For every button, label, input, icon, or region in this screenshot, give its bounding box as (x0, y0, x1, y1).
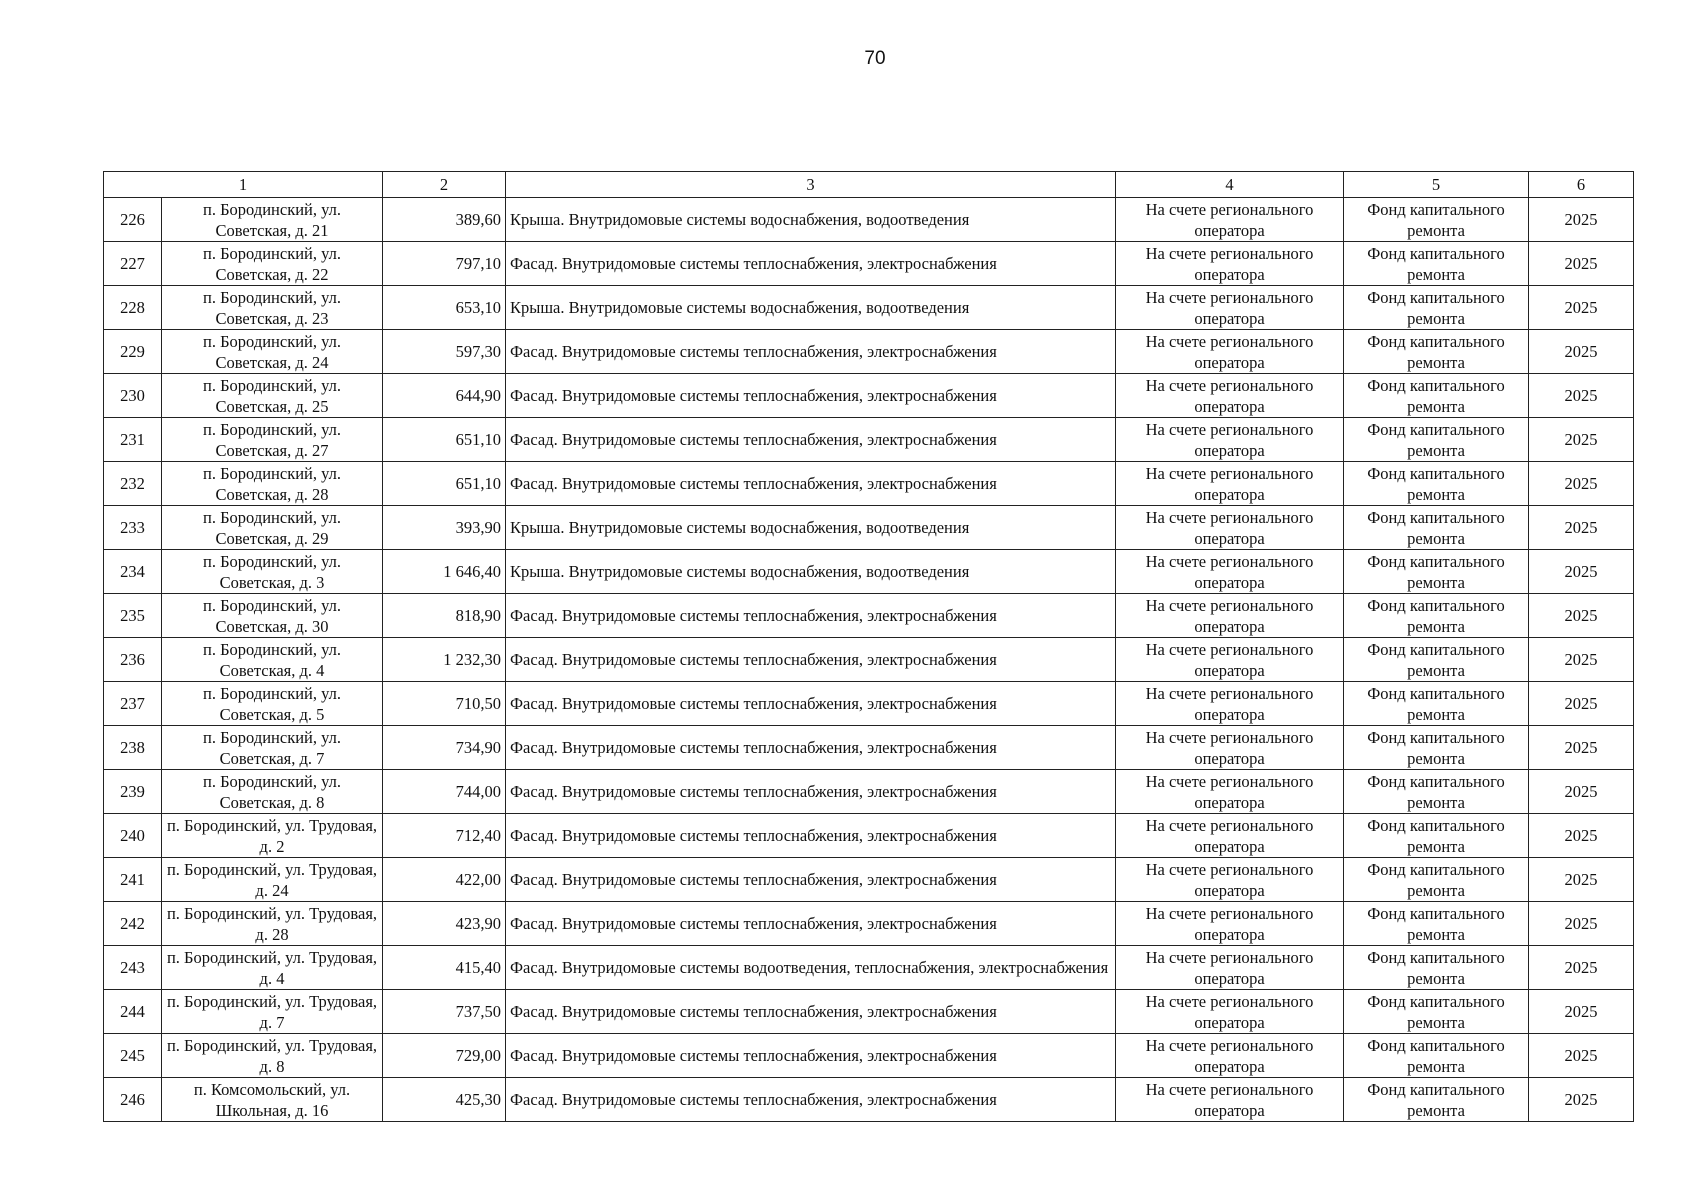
account-cell: На счете регионального оператора (1116, 550, 1344, 594)
column-header-5: 5 (1344, 172, 1529, 198)
works-cell: Фасад. Внутридомовые системы теплоснабжения, электроснабжения (506, 374, 1116, 418)
year-cell: 2025 (1529, 286, 1634, 330)
address-cell: п. Бородинский, ул. Советская, д. 4 (162, 638, 383, 682)
table-row (104, 858, 1634, 902)
year-cell: 2025 (1529, 858, 1634, 902)
area-cell: 744,00 (383, 770, 506, 814)
address-cell: п. Бородинский, ул. Трудовая, д. 8 (162, 1034, 383, 1078)
works-cell: Крыша. Внутридомовые системы водоснабжения, водоотведения (506, 550, 1116, 594)
account-cell: На счете регионального оператора (1116, 770, 1344, 814)
column-header-1: 1 (104, 172, 383, 198)
address-cell: п. Бородинский, ул. Советская, д. 8 (162, 770, 383, 814)
area-cell: 651,10 (383, 418, 506, 462)
address-cell: п. Бородинский, ул. Советская, д. 29 (162, 506, 383, 550)
fund-cell: Фонд капитального ремонта (1344, 1034, 1529, 1078)
year-cell: 2025 (1529, 638, 1634, 682)
year-cell: 2025 (1529, 1034, 1634, 1078)
row-number: 232 (104, 462, 162, 506)
works-cell: Фасад. Внутридомовые системы теплоснабжения, электроснабжения (506, 814, 1116, 858)
account-cell: На счете регионального оператора (1116, 902, 1344, 946)
address-cell: п. Бородинский, ул. Советская, д. 25 (162, 374, 383, 418)
column-header-2: 2 (383, 172, 506, 198)
works-cell: Фасад. Внутридомовые системы теплоснабжения, электроснабжения (506, 242, 1116, 286)
works-cell: Фасад. Внутридомовые системы теплоснабжения, электроснабжения (506, 726, 1116, 770)
fund-cell: Фонд капитального ремонта (1344, 550, 1529, 594)
row-number: 229 (104, 330, 162, 374)
area-cell: 651,10 (383, 462, 506, 506)
account-cell: На счете регионального оператора (1116, 198, 1344, 242)
area-cell: 422,00 (383, 858, 506, 902)
address-cell: п. Бородинский, ул. Советская, д. 5 (162, 682, 383, 726)
area-cell: 389,60 (383, 198, 506, 242)
account-cell: На счете регионального оператора (1116, 286, 1344, 330)
fund-cell: Фонд капитального ремонта (1344, 374, 1529, 418)
works-cell: Фасад. Внутридомовые системы теплоснабжения, электроснабжения (506, 990, 1116, 1034)
table-row (104, 418, 1634, 462)
row-number: 243 (104, 946, 162, 990)
column-header-4: 4 (1116, 172, 1344, 198)
table-row (104, 638, 1634, 682)
table-row (104, 594, 1634, 638)
account-cell: На счете регионального оператора (1116, 462, 1344, 506)
account-cell: На счете регионального оператора (1116, 594, 1344, 638)
year-cell: 2025 (1529, 462, 1634, 506)
year-cell: 2025 (1529, 374, 1634, 418)
year-cell: 2025 (1529, 330, 1634, 374)
fund-cell: Фонд капитального ремонта (1344, 638, 1529, 682)
address-cell: п. Бородинский, ул. Советская, д. 24 (162, 330, 383, 374)
row-number: 234 (104, 550, 162, 594)
fund-cell: Фонд капитального ремонта (1344, 770, 1529, 814)
account-cell: На счете регионального оператора (1116, 682, 1344, 726)
row-number: 236 (104, 638, 162, 682)
row-number: 227 (104, 242, 162, 286)
table-row (104, 550, 1634, 594)
address-cell: п. Бородинский, ул. Трудовая, д. 28 (162, 902, 383, 946)
row-number: 235 (104, 594, 162, 638)
fund-cell: Фонд капитального ремонта (1344, 814, 1529, 858)
address-cell: п. Бородинский, ул. Советская, д. 30 (162, 594, 383, 638)
year-cell: 2025 (1529, 506, 1634, 550)
area-cell: 1 646,40 (383, 550, 506, 594)
year-cell: 2025 (1529, 594, 1634, 638)
page-number: 70 (864, 48, 886, 69)
account-cell: На счете регионального оператора (1116, 418, 1344, 462)
account-cell: На счете регионального оператора (1116, 330, 1344, 374)
table-row (104, 770, 1634, 814)
table-row (104, 946, 1634, 990)
row-number: 231 (104, 418, 162, 462)
fund-cell: Фонд капитального ремонта (1344, 1078, 1529, 1122)
account-cell: На счете регионального оператора (1116, 946, 1344, 990)
area-cell: 797,10 (383, 242, 506, 286)
area-cell: 425,30 (383, 1078, 506, 1122)
table-row (104, 374, 1634, 418)
row-number: 244 (104, 990, 162, 1034)
address-cell: п. Комсомольский, ул. Школьная, д. 16 (162, 1078, 383, 1122)
row-number: 245 (104, 1034, 162, 1078)
account-cell: На счете регионального оператора (1116, 814, 1344, 858)
year-cell: 2025 (1529, 946, 1634, 990)
fund-cell: Фонд капитального ремонта (1344, 506, 1529, 550)
area-cell: 818,90 (383, 594, 506, 638)
column-header-6: 6 (1529, 172, 1634, 198)
area-cell: 415,40 (383, 946, 506, 990)
table-row (104, 462, 1634, 506)
works-cell: Фасад. Внутридомовые системы теплоснабжения, электроснабжения (506, 1034, 1116, 1078)
address-cell: п. Бородинский, ул. Советская, д. 28 (162, 462, 383, 506)
year-cell: 2025 (1529, 726, 1634, 770)
year-cell: 2025 (1529, 418, 1634, 462)
works-cell: Крыша. Внутридомовые системы водоснабжения, водоотведения (506, 198, 1116, 242)
area-cell: 734,90 (383, 726, 506, 770)
fund-cell: Фонд капитального ремонта (1344, 594, 1529, 638)
works-cell: Фасад. Внутридомовые системы теплоснабжения, электроснабжения (506, 902, 1116, 946)
year-cell: 2025 (1529, 770, 1634, 814)
row-number: 237 (104, 682, 162, 726)
table-row (104, 1034, 1634, 1078)
table-row (104, 1078, 1634, 1122)
address-cell: п. Бородинский, ул. Советская, д. 23 (162, 286, 383, 330)
address-cell: п. Бородинский, ул. Советская, д. 21 (162, 198, 383, 242)
works-cell: Фасад. Внутридомовые системы теплоснабжения, электроснабжения (506, 858, 1116, 902)
area-cell: 644,90 (383, 374, 506, 418)
table-row (104, 682, 1634, 726)
column-header-3: 3 (506, 172, 1116, 198)
address-cell: п. Бородинский, ул. Трудовая, д. 4 (162, 946, 383, 990)
header-row (104, 172, 1634, 198)
account-cell: На счете регионального оператора (1116, 1034, 1344, 1078)
fund-cell: Фонд капитального ремонта (1344, 198, 1529, 242)
fund-cell: Фонд капитального ремонта (1344, 902, 1529, 946)
table-row (104, 902, 1634, 946)
fund-cell: Фонд капитального ремонта (1344, 286, 1529, 330)
works-cell: Фасад. Внутридомовые системы водоотведения, теплоснабжения, электроснабжения (506, 946, 1116, 990)
works-cell: Фасад. Внутридомовые системы теплоснабжения, электроснабжения (506, 770, 1116, 814)
area-cell: 393,90 (383, 506, 506, 550)
row-number: 238 (104, 726, 162, 770)
address-cell: п. Бородинский, ул. Трудовая, д. 2 (162, 814, 383, 858)
address-cell: п. Бородинский, ул. Советская, д. 27 (162, 418, 383, 462)
account-cell: На счете регионального оператора (1116, 506, 1344, 550)
row-number: 233 (104, 506, 162, 550)
year-cell: 2025 (1529, 814, 1634, 858)
account-cell: На счете регионального оператора (1116, 1078, 1344, 1122)
works-cell: Крыша. Внутридомовые системы водоснабжения, водоотведения (506, 506, 1116, 550)
area-cell: 423,90 (383, 902, 506, 946)
table-row (104, 330, 1634, 374)
address-cell: п. Бородинский, ул. Трудовая, д. 24 (162, 858, 383, 902)
year-cell: 2025 (1529, 550, 1634, 594)
table-row (104, 814, 1634, 858)
account-cell: На счете регионального оператора (1116, 242, 1344, 286)
fund-cell: Фонд капитального ремонта (1344, 462, 1529, 506)
row-number: 241 (104, 858, 162, 902)
row-number: 242 (104, 902, 162, 946)
year-cell: 2025 (1529, 242, 1634, 286)
works-cell: Фасад. Внутридомовые системы теплоснабжения, электроснабжения (506, 418, 1116, 462)
year-cell: 2025 (1529, 902, 1634, 946)
area-cell: 653,10 (383, 286, 506, 330)
address-cell: п. Бородинский, ул. Трудовая, д. 7 (162, 990, 383, 1034)
table-row (104, 506, 1634, 550)
year-cell: 2025 (1529, 682, 1634, 726)
works-cell: Крыша. Внутридомовые системы водоснабжения, водоотведения (506, 286, 1116, 330)
address-cell: п. Бородинский, ул. Советская, д. 3 (162, 550, 383, 594)
works-cell: Фасад. Внутридомовые системы теплоснабжения, электроснабжения (506, 462, 1116, 506)
fund-cell: Фонд капитального ремонта (1344, 330, 1529, 374)
fund-cell: Фонд капитального ремонта (1344, 990, 1529, 1034)
works-cell: Фасад. Внутридомовые системы теплоснабжения, электроснабжения (506, 638, 1116, 682)
fund-cell: Фонд капитального ремонта (1344, 858, 1529, 902)
year-cell: 2025 (1529, 990, 1634, 1034)
row-number: 246 (104, 1078, 162, 1122)
row-number: 228 (104, 286, 162, 330)
account-cell: На счете регионального оператора (1116, 726, 1344, 770)
row-number: 226 (104, 198, 162, 242)
area-cell: 597,30 (383, 330, 506, 374)
works-cell: Фасад. Внутридомовые системы теплоснабжения, электроснабжения (506, 682, 1116, 726)
works-cell: Фасад. Внутридомовые системы теплоснабжения, электроснабжения (506, 1078, 1116, 1122)
area-cell: 1 232,30 (383, 638, 506, 682)
fund-cell: Фонд капитального ремонта (1344, 242, 1529, 286)
works-cell: Фасад. Внутридомовые системы теплоснабжения, электроснабжения (506, 330, 1116, 374)
table-row (104, 726, 1634, 770)
area-cell: 729,00 (383, 1034, 506, 1078)
works-cell: Фасад. Внутридомовые системы теплоснабжения, электроснабжения (506, 594, 1116, 638)
area-cell: 710,50 (383, 682, 506, 726)
capital-repair-table (103, 171, 1634, 1122)
table-row (104, 242, 1634, 286)
fund-cell: Фонд капитального ремонта (1344, 726, 1529, 770)
row-number: 239 (104, 770, 162, 814)
fund-cell: Фонд капитального ремонта (1344, 682, 1529, 726)
table-row (104, 286, 1634, 330)
account-cell: На счете регионального оператора (1116, 990, 1344, 1034)
row-number: 240 (104, 814, 162, 858)
year-cell: 2025 (1529, 198, 1634, 242)
fund-cell: Фонд капитального ремонта (1344, 418, 1529, 462)
row-number: 230 (104, 374, 162, 418)
table-row (104, 990, 1634, 1034)
table-body (104, 198, 1634, 1122)
address-cell: п. Бородинский, ул. Советская, д. 22 (162, 242, 383, 286)
account-cell: На счете регионального оператора (1116, 858, 1344, 902)
address-cell: п. Бородинский, ул. Советская, д. 7 (162, 726, 383, 770)
account-cell: На счете регионального оператора (1116, 374, 1344, 418)
account-cell: На счете регионального оператора (1116, 638, 1344, 682)
area-cell: 737,50 (383, 990, 506, 1034)
area-cell: 712,40 (383, 814, 506, 858)
table-row (104, 198, 1634, 242)
fund-cell: Фонд капитального ремонта (1344, 946, 1529, 990)
year-cell: 2025 (1529, 1078, 1634, 1122)
